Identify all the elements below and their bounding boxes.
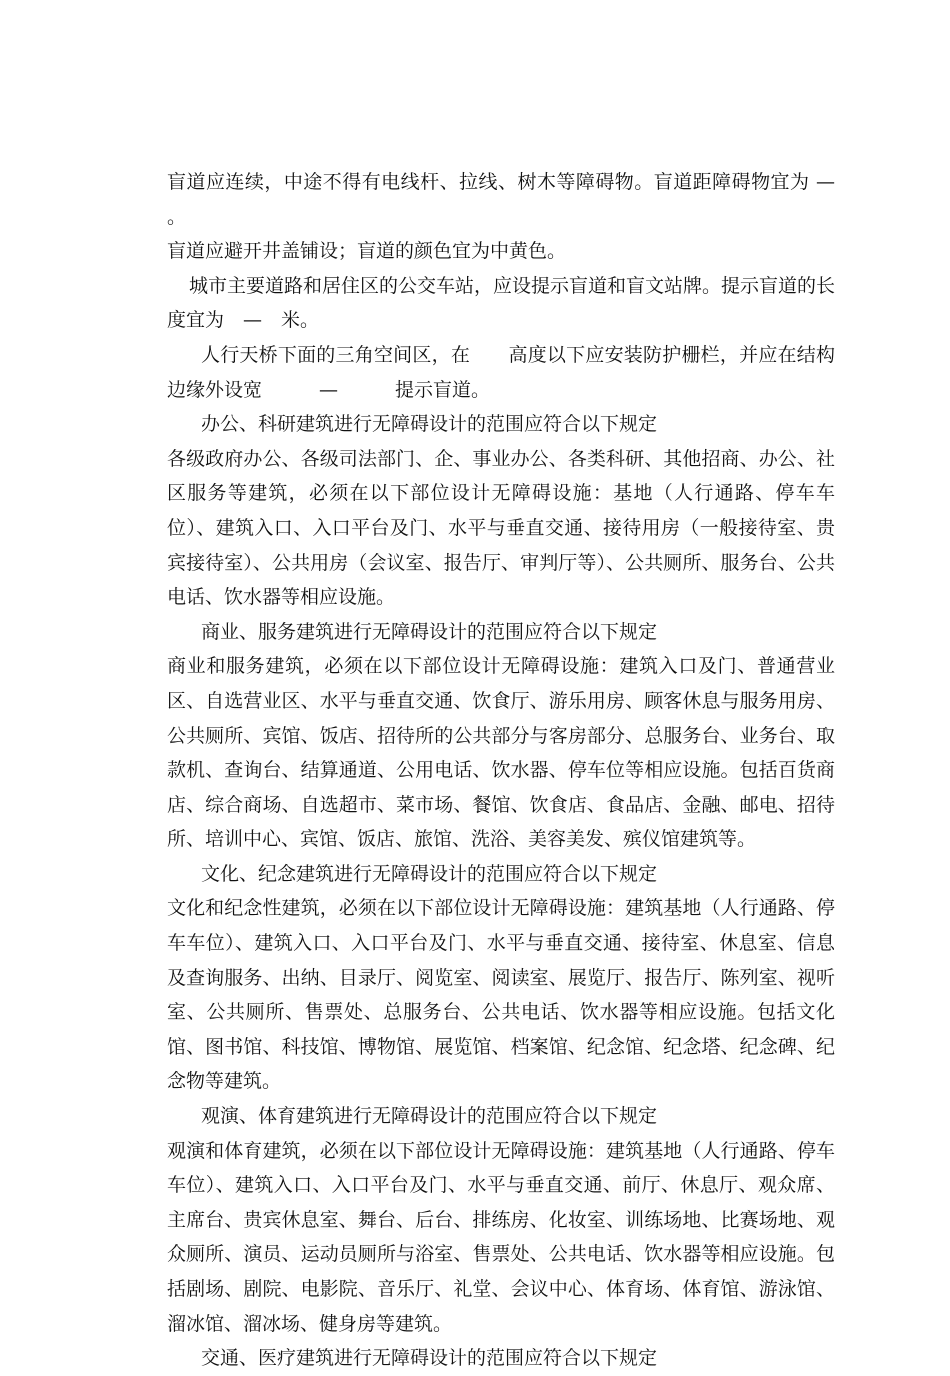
section-heading-office: 办公、科研建筑进行无障碍设计的范围应符合以下规定 [201, 413, 658, 436]
paragraph-culture: 文化和纪念性建筑，必须在以下部位设计无障碍设施：建筑基地（人行通路、停车车位）、建筑入口、入口平台及门、水平与垂直交通、接待室、休息室、信息及查询服务、出纳、目录厅、阅览室、阅读室、展览厅、报告厅、陈列室、视听室、公共厕所、售票处、总服务台、公共电话、饮水器等相应设施。包括文化馆、图书馆、科技馆、博物馆、展览馆、档案馆、纪念馆、纪念塔、纪念碑、纪念物等建筑。 [167, 897, 835, 1093]
paragraph-commerce: 商业和服务建筑，必须在以下部位设计无障碍设施：建筑入口及门、普通营业区、自选营业区、水平与垂直交通、饮食厅、游乐用房、顾客休息与服务用房、公共厕所、宾馆、饭店、招待所的公共部分与客房部分、总服务台、业务台、取款机、查询台、结算通道、公用电话、饮水器、停车位等相应设施。包括百货商店、综合商场、自选超市、菜市场、餐馆、饮食店、食品店、金融、邮电、招待所、培训中心、宾馆、饭店、旅馆、洗浴、美容美发、殡仪馆建筑等。 [167, 655, 835, 851]
section-heading-transport: 交通、医疗建筑进行无障碍设计的范围应符合以下规定 [201, 1347, 658, 1370]
paragraph-blind-path-manhole: 盲道应避开井盖铺设；盲道的颜色宜为中黄色。 [167, 240, 567, 263]
paragraph-overpass: 人行天桥下面的三角空间区，在 高度以下应安装防护栅栏，并应在结构边缘外设宽 — 提示盲道。 [167, 343, 835, 401]
paragraph-bus-stop: 城市主要道路和居住区的公交车站，应设提示盲道和盲文站牌。提示盲道的长度宜为 — 米。 [167, 274, 836, 332]
section-heading-commerce: 商业、服务建筑进行无障碍设计的范围应符合以下规定 [201, 620, 658, 643]
section-heading-sports: 观演、体育建筑进行无障碍设计的范围应符合以下规定 [201, 1105, 658, 1128]
paragraph-office: 各级政府办公、各级司法部门、企、事业办公、各类科研、其他招商、办公、社区服务等建筑，必须在以下部位设计无障碍设施：基地（人行通路、停车车位）、建筑入口、入口平台及门、水平与垂直交通、接待用房（一般接待室、贵宾接待室）、公共用房（会议室、报告厅、审判厅等）、公共厕所、服务台、公共电话、饮水器等相应设施。 [167, 447, 835, 609]
paragraph-blind-path-continuous: 盲道应连续，中途不得有电线杆、拉线、树木等障碍物。盲道距障碍物宜为 — 。 [167, 171, 874, 228]
section-heading-culture: 文化、纪念建筑进行无障碍设计的范围应符合以下规定 [201, 862, 658, 885]
paragraph-sports: 观演和体育建筑，必须在以下部位设计无障碍设施：建筑基地（人行通路、停车车位）、建筑入口、入口平台及门、水平与垂直交通、前厅、休息厅、观众席、主席台、贵宾休息室、舞台、后台、排练房、化妆室、训练场地、比赛场地、观众厕所、演员、运动员厕所与浴室、售票处、公共电话、饮水器等相应设施。包括剧场、剧院、电影院、音乐厅、礼堂、会议中心、体育场、体育馆、游泳馆、溜冰馆、溜冰场、健身房等建筑。 [167, 1139, 835, 1335]
document-body [167, 165, 874, 1376]
